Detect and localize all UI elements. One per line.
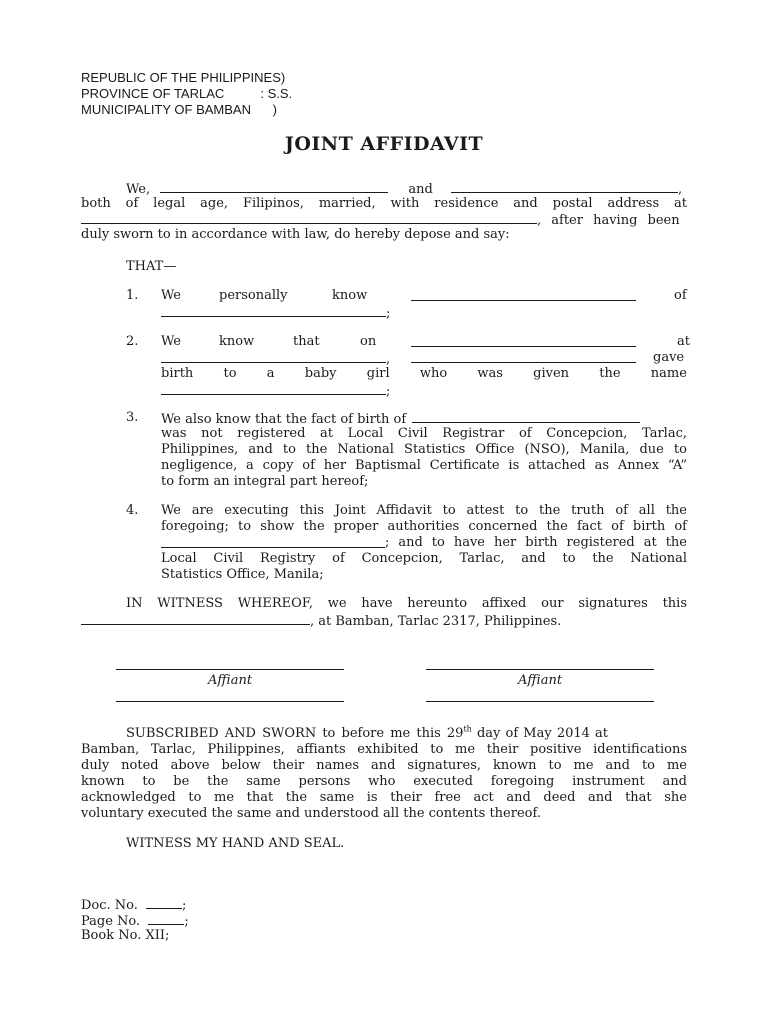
item-2-word: baby (304, 366, 337, 381)
header-line-3: MUNICIPALITY OF BAMBAN ) (81, 102, 277, 117)
doc-number-label: Doc. No. (81, 898, 138, 913)
item-1-know: know (332, 288, 368, 303)
item-2-word: to (223, 366, 237, 381)
item-3-line-2: was not registered at Local Civil Registrar of Concepcion, Tarlac, (161, 426, 687, 441)
doc-number-blank (146, 896, 182, 909)
page-number-label: Page No. (81, 914, 141, 929)
subscribed-line-5: acknowledged to me that the same is their free act and deed and that she (81, 790, 687, 805)
item-1-of: of (674, 288, 687, 303)
item-4-line-5: Statistics Office, Manila; (161, 567, 324, 582)
witness-line-2 (81, 612, 561, 630)
doc-number-semicolon: ; (182, 898, 187, 913)
item-2-word: girl (366, 366, 390, 381)
item-1-blank-a (411, 300, 636, 301)
item-4-line-3 (161, 535, 687, 551)
item-2-word: the (599, 366, 621, 381)
item-2-word: name (650, 366, 687, 381)
item-2-word: was (477, 366, 503, 381)
item-4-blank (161, 535, 385, 548)
affiant-right-signature-line (426, 669, 654, 670)
intro-line-4: duly sworn to in accordance with law, do hereby depose and say: (81, 227, 510, 242)
item-2-line-3 (161, 366, 687, 382)
item-1-personally: personally (219, 288, 288, 303)
item-2-know: know (219, 334, 255, 349)
subscribed-line-1 (126, 726, 687, 742)
document-header (81, 70, 292, 118)
item-3-text-1: We also know that the fact of birth of (161, 412, 407, 427)
name-blank-2 (451, 180, 678, 193)
item-2-gave: gave (653, 350, 685, 365)
item-2-that: that (293, 334, 320, 349)
subscribed-text-1a (126, 726, 608, 742)
item-1-line-2 (161, 304, 390, 322)
item-3-line-3: Philippines, and to the National Statistics Office (NSO), Manila, due to (161, 442, 687, 457)
item-2-comma: , (386, 352, 391, 367)
item-2-word: given (533, 366, 570, 381)
item-1-we: We (161, 288, 181, 303)
item-2-at: at (677, 334, 690, 349)
item-1-number: 1. (126, 288, 139, 303)
item-4-line-2: foregoing; to show the proper authorities concerned the fact of birth of (161, 519, 687, 534)
page-number-semicolon: ; (184, 914, 189, 929)
subscribed-text-1b: day of May 2014 at (471, 726, 609, 741)
item-2-number: 2. (126, 334, 139, 349)
subscribed-line-4: known to be the same persons who executed foregoing instrument and (81, 774, 687, 789)
affiant-right-label: Affiant (517, 673, 563, 688)
subscribed-ordinal: th (463, 724, 472, 734)
item-2-place-blank (161, 350, 386, 363)
document-title: JOINT AFFIDAVIT (284, 133, 484, 155)
intro-line-3-end: , after having been (537, 213, 680, 228)
item-4-number: 4. (126, 503, 139, 518)
witness-line-1: IN WITNESS WHEREOF, we have hereunto affixed our signatures this (126, 596, 687, 611)
header-line-1: REPUBLIC OF THE PHILIPPINES) (81, 70, 286, 85)
intro-we: We, (126, 182, 151, 197)
subscribed-line-6: voluntary executed the same and understood all the contents thereof. (81, 806, 541, 821)
item-2-word: birth (161, 366, 194, 381)
book-number-line: Book No. XII; (81, 928, 170, 943)
item-2-word: a (266, 366, 275, 381)
witness-text-2: , at Bamban, Tarlac 2317, Philippines. (310, 614, 562, 629)
item-4-line-1: We are executing this Joint Affidavit to attest to the truth of all the (161, 503, 687, 518)
item-2-mother-blank (411, 362, 636, 363)
item-2-line-4 (161, 382, 390, 400)
that-heading: THAT— (126, 259, 177, 274)
address-blank (81, 211, 537, 224)
item-3-line-4: negligence, a copy of her Baptismal Certificate is attached as Annex “A” (161, 458, 687, 473)
witness-hand-seal: WITNESS MY HAND AND SEAL. (126, 836, 345, 851)
item-4-line-4: Local Civil Registry of Concepcion, Tarlac, and to the National (161, 551, 687, 566)
affiant-right-id-line (426, 701, 654, 702)
item-1-semicolon: ; (386, 306, 391, 321)
intro-comma: , (678, 182, 683, 197)
affiant-left-id-line (116, 701, 344, 702)
subscribed-line-2: Bamban, Tarlac, Philippines, affiants exhibited to me their positive identifications (81, 742, 687, 757)
item-2-child-name-blank (161, 382, 386, 395)
intro-and: and (408, 182, 433, 197)
page-number-blank (148, 912, 184, 925)
item-3-line-5: to form an integral part hereof; (161, 474, 369, 489)
intro-line-2: both of legal age, Filipinos, married, with residence and postal address at (81, 196, 687, 211)
item-2-date-blank (411, 346, 636, 347)
item-2-on: on (360, 334, 377, 349)
item-3-number: 3. (126, 410, 139, 425)
affiant-left-signature-line (116, 669, 344, 670)
name-blank-1 (160, 180, 388, 193)
affiant-left-label: Affiant (207, 673, 253, 688)
item-3-blank (412, 410, 640, 423)
header-line-2: PROVINCE OF TARLAC : S.S. (81, 86, 293, 101)
subscribed-line-3: duly noted above below their names and signatures, known to me and to me (81, 758, 687, 773)
item-2-word: who (419, 366, 448, 381)
witness-date-blank (81, 612, 310, 625)
subscribed-text-1a-main: SUBSCRIBED AND SWORN to before me this 29 (126, 726, 464, 741)
item-2-semicolon: ; (386, 384, 391, 399)
item-4-text-3: ; and to have her birth registered at the (385, 535, 687, 550)
item-1-blank-b (161, 304, 386, 317)
item-2-we: We (161, 334, 181, 349)
